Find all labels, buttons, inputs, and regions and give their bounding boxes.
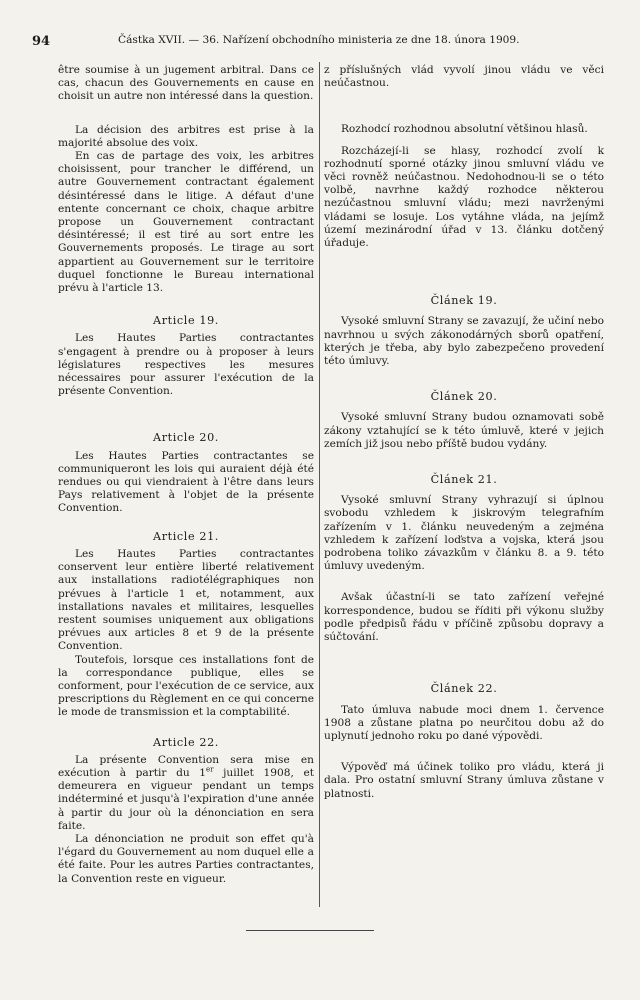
czech-heading-article-20: Článek 20.: [430, 390, 498, 404]
french-heading-article-22: Article 22.: [153, 735, 219, 749]
french-article-22-superscript: er: [206, 765, 214, 774]
french-paragraph-tie: En cas de partage des voix, les arbitres choisissent, pour trancher le différend, un autre Gouvernement contractant également désintéressé dans le litige. A défaut d'une entente concernant ce choix, chaque arbitre propose un Gouvernement contractant désintéressé; il est tiré au sort entre les Gouvernements proposés. Le tirage au sort appartient au Gouvernement sur le territoire duquel fonctionne le Bureau international prévu à l'article 13.: [58, 150, 314, 295]
czech-article-19-text: Vysoké smluvní Strany se zavazují, že učiní nebo navrhnou u svých zákonodárných sborů opatření, kterých je třeba, aby bylo zabezpečeno provedení této úmluvy.: [324, 315, 604, 368]
column-divider: [319, 62, 320, 907]
running-head: Částka XVII. — 36. Nařízení obchodního ministeria ze dne 18. února 1909.: [118, 34, 520, 46]
french-heading-article-20: Article 20.: [153, 431, 219, 445]
french-article-21-paragraph-2: Toutefois, lorsque ces installations font de la correspondance publique, elles se conforment, pour l'exécution de ce service, aux prescriptions du Règlement en ce qui concerne le mode de transmission et la comptabilité.: [58, 653, 314, 719]
french-article-22-paragraph-2: La dénonciation ne produit son effet qu'à l'égard du Gouvernement au nom duquel elle a été faite. Pour les autres Parties contractantes, la Convention reste en vigueur.: [58, 832, 314, 885]
bottom-rule: [246, 930, 374, 931]
french-article-22-paragraph-1: [58, 754, 314, 833]
czech-heading-article-21: Článek 21.: [430, 473, 498, 487]
czech-paragraph-arbitration-continued: z příslušných vlád vyvolí jinou vládu ve věci neúčastnou.: [324, 64, 604, 90]
french-article-20-text: Les Hautes Parties contractantes se communiqueront les lois qui auraient déjà été rendues ou qui viendraient à l'être dans leurs Pays relativement à l'objet de la présente Convention.: [58, 449, 314, 515]
french-article-22-text-end: juillet 1908, et demeurera en vigueur pendant un temps indéterminé et jusqu'à l'expiration d'une année à partir du jour où la dénonciation en sera faite.: [58, 766, 314, 832]
czech-article-22-paragraph-2: Výpověď má účinek toliko pro vládu, která ji dala. Pro ostatní smluvní Strany úmluva zůstane v platnosti.: [324, 761, 604, 800]
french-heading-article-19: Article 19.: [153, 314, 219, 328]
french-heading-article-21: Article 21.: [153, 529, 219, 543]
czech-paragraph-tie: Rozcházejí-li se hlasy, rozhodcí zvolí k rozhodnutí sporné otázky jinou smluvní vládu ve věci rovněž neúčastnou. Nedohodnou-li se o této volbě, navrhne každý rozhodce některou nezúčastnou smluvní vládu; mezi navrženými vládami se losuje. Los vytáhne vláda, na jejímž území mezinárodní úřad v 13. článku dotčený úřaduje.: [324, 144, 604, 250]
french-article-21-paragraph-1: Les Hautes Parties contractantes conservent leur entière liberté relativement aux installations radiotélégraphiques non prévues à l'article 1 et, notamment, aux installations navales et militaires, lesquelles restent soumises uniquement aux obligations prévues aux articles 8 et 9 de la présente Convention.: [58, 547, 314, 653]
french-paragraph-arbitration-continued: être soumise à un jugement arbitral. Dans ce cas, chacun des Gouvernements en cause en choisit un autre non intéressé dans la question.: [58, 64, 314, 103]
czech-article-21-paragraph-1: Vysoké smluvní Strany vyhrazují si úplnou svobodu vzhledem k jiskrovým telegrafním zařízením v 1. článku neuvedeným a zejména vzhledem k zařízení loďstva a vojska, která jsou podrobena toliko závazkům v článku 8. a 9. této úmluvy uvedeným.: [324, 494, 604, 573]
czech-column: [324, 64, 604, 801]
french-paragraph-majority: La décision des arbitres est prise à la majorité absolue des voix.: [58, 123, 314, 149]
french-column: [58, 64, 314, 886]
czech-heading-article-22: Článek 22.: [430, 682, 498, 696]
czech-paragraph-majority: Rozhodcí rozhodnou absolutní většinou hlasů.: [340, 123, 588, 136]
czech-article-21-paragraph-2: Avšak účastní-li se tato zařízení veřejné korrespondence, budou se říditi při výkonu služby podle předpisů řádu v příčině způsobu dopravy a súčtování.: [324, 591, 604, 644]
page-number: 94: [32, 34, 51, 49]
czech-heading-article-19: Článek 19.: [430, 294, 498, 308]
czech-article-22-paragraph-1: Tato úmluva nabude moci dnem 1. července 1908 a zůstane platna po neurčitou dobu až do uplynutí jednoho roku po dané výpovědi.: [324, 703, 604, 742]
czech-article-20-text: Vysoké smluvní Strany budou oznamovati sobě zákony vztahující se k této úmluvě, které v jejich zemích již jsou nebo příště budou vydány.: [324, 411, 604, 450]
french-article-19-text: Les Hautes Parties contractantes s'engagent à prendre ou à proposer à leurs législatures respectives les mesures nécessaires pour assurer l'exécution de la présente Convention.: [58, 332, 314, 398]
french-article-22-text-start: La présente Convention sera mise en exécution à partir du 1: [58, 753, 314, 779]
